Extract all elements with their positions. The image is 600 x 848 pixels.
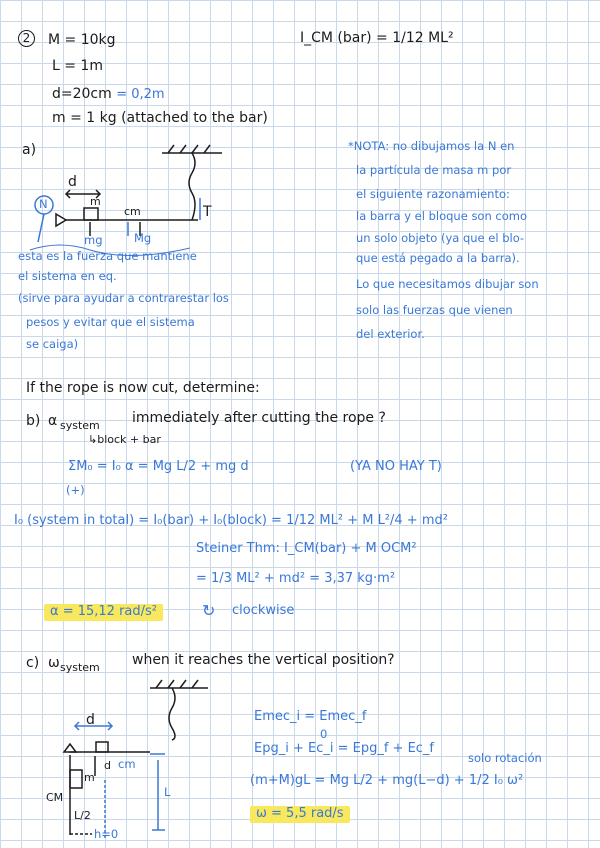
- note-line: solo las fuerzas que vienen: [356, 303, 513, 317]
- energy-eq-2: Epg_i + Ec_i = Epg_f + Ec_f: [254, 741, 435, 756]
- diagram-a-d: d: [68, 174, 77, 190]
- diagram-a-cm: cm: [124, 205, 141, 218]
- sign-convention: (+): [66, 483, 85, 497]
- diagram-c-L2: L/2: [74, 809, 91, 822]
- explain-line: esta es la fuerza que mantiene: [18, 249, 197, 263]
- omega-symbol: ω: [48, 655, 60, 671]
- part-c-question: when it reaches the vertical position?: [132, 652, 395, 668]
- part-c-label: c): [26, 655, 40, 671]
- explain-line: (sirve para ayudar a contrarestar los: [18, 291, 229, 305]
- alpha-answer: α = 15,12 rad/s²: [44, 604, 163, 621]
- explain-line: el sistema en eq.: [18, 269, 117, 283]
- solo-rotacion: solo rotación: [468, 751, 542, 765]
- alpha-symbol: α: [48, 413, 58, 429]
- part-b-label: b): [26, 413, 41, 429]
- note-line: la partícula de masa m por: [356, 163, 512, 177]
- diagram-a: [56, 145, 222, 236]
- rope-cut-statement: If the rope is now cut, determine:: [26, 380, 260, 396]
- diagram-c-h0: h=0: [94, 827, 119, 841]
- inertia-formula: I_CM (bar) = 1/12 ML²: [300, 30, 454, 46]
- given-mass-m: m = 1 kg (attached to the bar): [52, 110, 268, 126]
- moment-equation: ΣM₀ = I₀ α = Mg L/2 + mg d: [68, 459, 249, 474]
- diagram-c-m: m: [84, 771, 95, 784]
- energy-zero: 0: [320, 727, 328, 741]
- explain-line: pesos y evitar que el sistema: [26, 315, 195, 329]
- omega-answer: ω = 5,5 rad/s: [250, 806, 350, 823]
- diagram-c-d: d: [86, 712, 95, 728]
- diagram-c-L: L: [164, 785, 171, 799]
- alpha-system-sub: system: [60, 419, 100, 432]
- diagram-a-Mg: Mg: [134, 231, 152, 245]
- given-mass-M: M = 10kg: [48, 32, 116, 48]
- note-line: un solo objeto (ya que el blo-: [356, 231, 525, 245]
- note-line: el siguiente razonamiento:: [356, 187, 510, 201]
- note-line: que está pegado a la barra).: [356, 251, 520, 265]
- no-tension-note: (YA NO HAY T): [350, 459, 442, 474]
- diagram-a-N: N: [39, 197, 48, 211]
- steiner-theorem: Steiner Thm: I_CM(bar) + M OCM²: [196, 541, 417, 556]
- note-line: Lo que necesitamos dibujar son: [356, 277, 539, 291]
- distance-conversion: = 0,2m: [116, 87, 165, 102]
- part-a-label: a): [22, 142, 37, 158]
- part-b-question: immediately after cutting the rope ?: [132, 410, 386, 426]
- omega-system-sub: system: [60, 661, 100, 674]
- given-length-L: L = 1m: [52, 58, 103, 74]
- diagram-c-d2: d: [104, 759, 111, 772]
- inertia-equation: I₀ (system in total) = I₀(bar) + I₀(block) = 1/12 ML² + M L²/4 + md²: [14, 513, 448, 528]
- given-distance-d: d=20cm = 0,2m: [52, 86, 165, 102]
- energy-eq-3: (m+M)gL = Mg L/2 + mg(L−d) + 1/2 I₀ ω²: [250, 773, 524, 788]
- system-detail: ↳block + bar: [88, 433, 161, 446]
- explain-line: se caiga): [26, 337, 79, 351]
- diagram-a-mg: mg: [84, 233, 103, 247]
- note-line: *NOTA: no dibujamos la N en: [348, 139, 515, 153]
- problem-number: 2: [18, 30, 41, 47]
- energy-eq-1: Emec_i = Emec_f: [254, 709, 367, 724]
- inertia-result: = 1/3 ML² + md² = 3,37 kg·m²: [196, 571, 396, 586]
- diagram-a-m: m: [90, 195, 101, 208]
- direction-label: clockwise: [232, 603, 295, 618]
- diagram-a-T: T: [203, 204, 212, 220]
- diagram-c-cm: cm: [118, 757, 136, 771]
- diagram-c-cm2: CM: [46, 791, 64, 804]
- note-line: del exterior.: [356, 327, 425, 341]
- note-line: la barra y el bloque son como: [356, 209, 528, 223]
- rotation-icon: ↻: [202, 601, 216, 620]
